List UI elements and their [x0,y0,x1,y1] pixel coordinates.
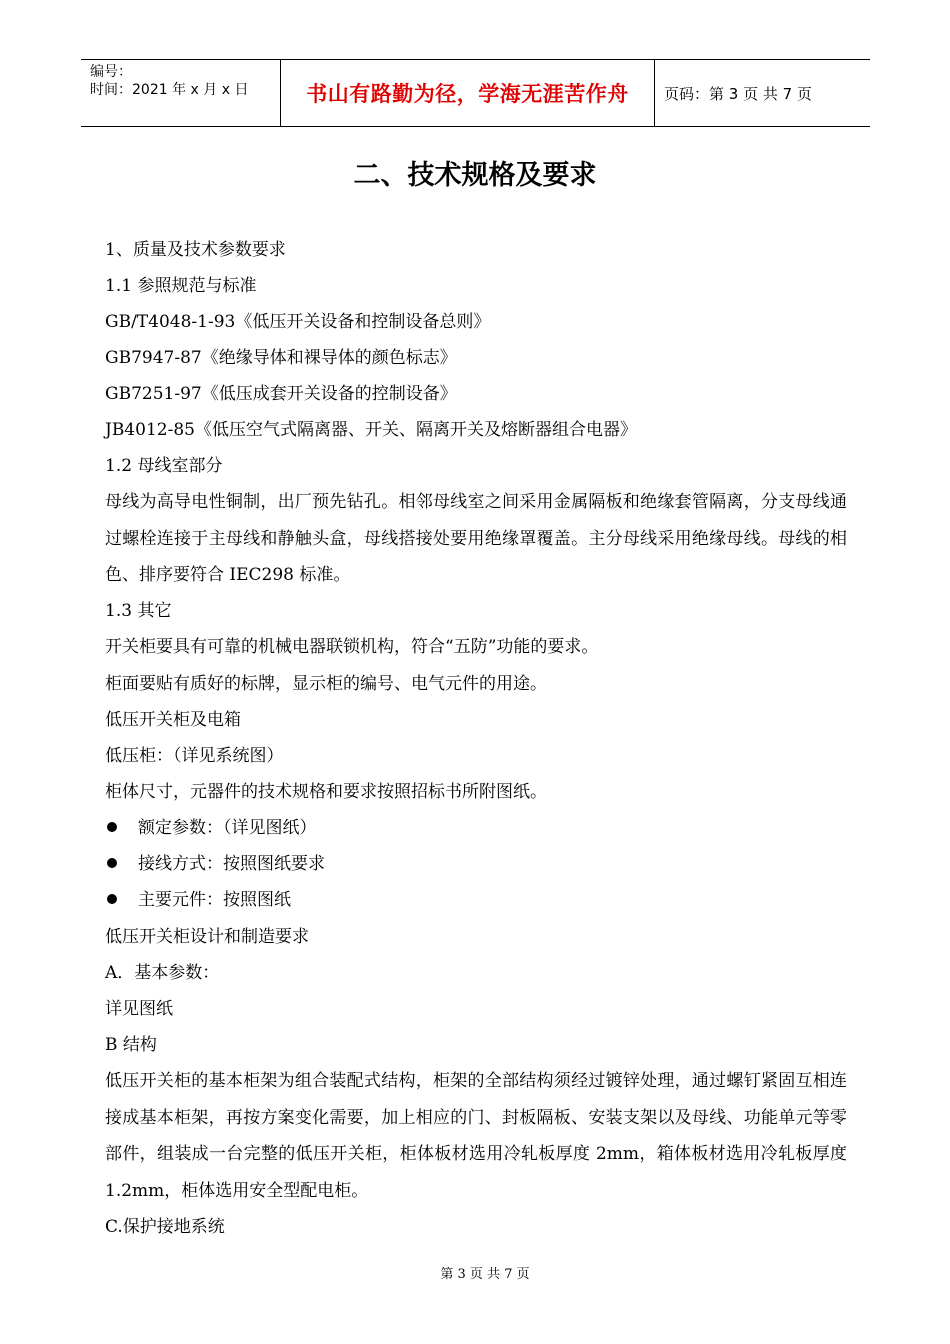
bullet-item [105,816,317,840]
standard-item: GB7947-87《绝缘导体和裸导体的颜色标志》 [105,348,457,368]
bullet-item [105,888,291,912]
document-time: 时间：2021 年 x 月 x 日 [90,82,249,98]
standard-item: JB4012-85《低压空气式隔离器、开关、隔离开关及熔断器组合电器》 [105,420,637,440]
header-page-number: 页码：第 3 页 共 7 页 [664,84,812,103]
page-footer: 第 3 页 共 7 页 [440,1267,530,1282]
bullet-text: 额定参数：（详见图纸） [138,818,317,838]
header-motto: 书山有路勤为径，学海无涯苦作舟 [281,60,655,126]
bullet-text: 主要元件：按照图纸 [138,890,291,910]
bullet-text: 接线方式：按照图纸要求 [138,854,325,874]
body-line: 开关柜要具有可靠的机械电器联锁机构，符合“五防”功能的要求。 [105,637,599,657]
busbar-paragraph: 母线为高导电性铜制，出厂预先钻孔。相邻母线室之间采用金属隔板和绝缘套管隔离，分支母线通过螺栓连接于主母线和静触头盒，母线搭接处要用绝缘罩覆盖。主分母线采用绝缘母线。母线的相色、排序要符合 IEC298 标准。 [105,492,847,585]
body-line: B 结构 [105,1035,157,1055]
standard-item: GB7251-97《低压成套开关设备的控制设备》 [105,384,457,404]
body-line: A．基本参数： [105,963,220,983]
page-header [81,59,870,127]
heading-1: 1、质量及技术参数要求 [105,240,286,260]
heading-1-3: 1.3 其它 [105,601,172,621]
body-line: 柜面要贴有质好的标牌，显示柜的编号、电气元件的用途。 [105,674,547,694]
section-title: 二、技术规格及要求 [353,160,597,191]
bullet-item [105,852,325,876]
structure-paragraph: 低压开关柜的基本柜架为组合装配式结构，柜架的全部结构须经过镀锌处理，通过螺钉紧固互相连接成基本柜架，再按方案变化需要，加上相应的门、封板隔板、安装支架以及母线、功能单元等零部件，组装成一台完整的低压开关柜，柜体板材选用冷轧板厚度 2mm，箱体板材选用冷轧板厚度 1.2mm，柜体选用安全型配电柜。 [105,1071,847,1201]
bullet-dot-icon [107,894,117,904]
body-line: 低压开关柜设计和制造要求 [105,927,309,947]
body-line: 柜体尺寸，元器件的技术规格和要求按照招标书所附图纸。 [105,782,547,802]
body-line: 低压开关柜及电箱 [105,710,241,730]
heading-1-2: 1.2 母线室部分 [105,456,223,476]
bullet-dot-icon [107,822,117,832]
document-number: 编号： [90,64,132,80]
bullet-dot-icon [107,858,117,868]
body-line: 详见图纸 [105,999,173,1019]
body-line: C.保护接地系统 [105,1217,225,1237]
standard-item: GB/T4048-1-93《低压开关设备和控制设备总则》 [105,312,491,332]
body-line: 低压柜：（详见系统图） [105,746,284,766]
heading-1-1: 1.1 参照规范与标准 [105,276,257,296]
header-meta [81,60,281,126]
